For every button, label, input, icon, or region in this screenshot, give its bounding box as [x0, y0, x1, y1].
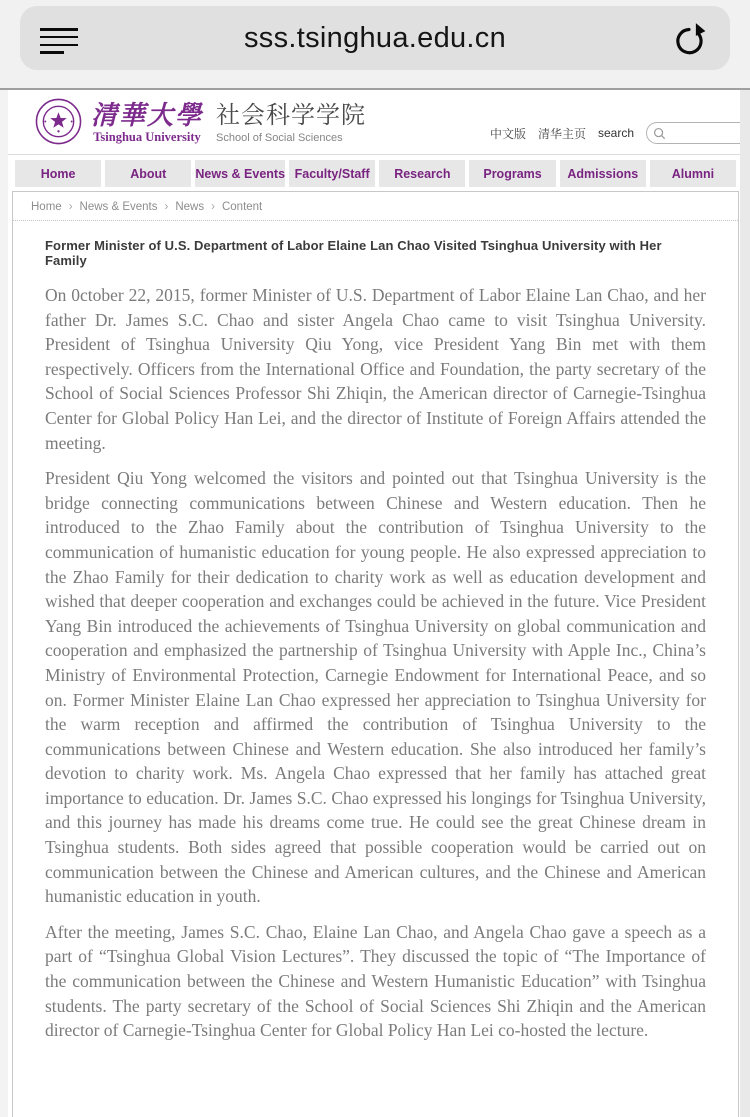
nav-item-research[interactable]: Research: [379, 160, 465, 187]
article-paragraph-2: President Qiu Yong welcomed the visitors and pointed out that Tsinghua University is the bridge connecting communications between Chinese and Western education. Then he introduced to the Zhao Family about the contribution of Tsinghua University to the communication of humanistic education for young people. He also expressed appreciation to the Zhao Family for their dedication to charity work as well as education development and wished that deeper cooperation and exchanges could be achieved in the future. Vice President Yang Bin introduced the achievements of Tsinghua University on global communication and cooperation and emphasized the partnership of Tsinghua University with Apple Inc., China’s Ministry of Environmental Protection, Carnegie Endowment for International Peace, and so on. Former Minister Elaine Lan Chao expressed her appreciation to Tsinghua University for the warm reception and affirmed the contribution of Tsinghua University to the communications between Chinese and Western education. She also introduced her family’s devotion to charity work. Ms. Angela Chao expressed that her family has attached great importance to education. Dr. James S.C. Chao expressed his longings for Tsinghua University, and this journey has made his dreams come true. He could see the great Chinese dream in Tsinghua students. Both sides agreed that possible cooperation would be carried out on communication between the Chinese and American cultures, and the Chinese and American humanistic education in youth.: [45, 468, 706, 907]
nav-item-about[interactable]: About: [105, 160, 191, 187]
article-title: Former Minister of U.S. Department of Labor Elaine Lan Chao Visited Tsinghua University with Her Family: [45, 238, 662, 268]
school-name-block: [216, 103, 366, 145]
breadcrumb-news[interactable]: News: [175, 201, 205, 213]
breadcrumb-separator: ›: [211, 201, 215, 213]
search-box[interactable]: [646, 122, 750, 144]
site-header: [8, 90, 750, 155]
tsinghua-seal-icon: [35, 98, 82, 145]
breadcrumb-separator: ›: [164, 201, 169, 213]
logo-chinese-script: 清華大學: [91, 101, 204, 130]
site-logo[interactable]: [35, 98, 366, 145]
webpage-viewport: [0, 88, 750, 1117]
browser-chrome: [0, 0, 750, 88]
article-paragraph-1: On 0ctober 22, 2015, former Minister of U.S. Department of Labor Elaine Lan Chao, and her father Dr. James S.C. Chao and sister Angela Chao came to visit Tsinghua University. President of Tsinghua University Qiu Yong, vice President Yang Bin met with them respectively. Officers from the International Office and Foundation, the party secretary of the School of Social Sciences Professor Shi Zhiqin, the American director of Carnegie-Tsinghua Center for Global Policy Han Lei, and the director of Institute of Foreign Affairs attended the meeting.: [45, 285, 706, 453]
logo-english-name: Tsinghua University: [93, 130, 201, 144]
nav-item-admissions[interactable]: Admissions: [560, 160, 646, 187]
nav-item-news-events[interactable]: News & Events: [195, 160, 285, 187]
chinese-version-link[interactable]: 中文版: [489, 126, 526, 141]
search-icon: [653, 127, 666, 140]
url-bar[interactable]: [20, 6, 730, 70]
nav-item-programs[interactable]: Programs: [469, 160, 555, 187]
school-name-english: School of Social Sciences: [216, 132, 343, 144]
article: [13, 221, 738, 1043]
breadcrumb-home[interactable]: Home: [31, 201, 62, 213]
school-name-chinese: 社会科学学院: [216, 102, 367, 129]
page-right-gutter: [740, 90, 750, 1117]
search-input[interactable]: [670, 127, 740, 139]
url-text[interactable]: sss.tsinghua.edu.cn: [243, 21, 507, 54]
nav-item-home[interactable]: Home: [15, 160, 101, 187]
search-label: search: [597, 126, 634, 140]
breadcrumb-separator: ›: [68, 201, 73, 213]
breadcrumb-news-events[interactable]: News & Events: [79, 201, 158, 213]
main-nav: [8, 155, 750, 191]
page-left-gutter: [0, 90, 8, 1117]
header-utility-links: [490, 122, 750, 144]
content-panel: [12, 191, 739, 1117]
tsinghua-home-link[interactable]: 清华主页: [537, 126, 586, 141]
breadcrumb-current-content: Content: [221, 201, 263, 213]
nav-item-faculty-staff[interactable]: Faculty/Staff: [289, 160, 375, 187]
nav-item-alumni[interactable]: Alumni: [650, 160, 736, 187]
refresh-icon[interactable]: [670, 20, 708, 58]
article-paragraph-3: After the meeting, James S.C. Chao, Elaine Lan Chao, and Angela Chao gave a speech as a part of “Tsinghua Global Vision Lectures”. They discussed the topic of “The Importance of the communication between the Chinese and Western Humanistic Education” with Tsinghua students. The party secretary of the School of Social Sciences Shi Zhiqin and the American director of Carnegie-Tsinghua Center for Global Policy Han Lei co-hosted the lecture.: [45, 921, 706, 1041]
logo-wordmark: [91, 102, 203, 145]
breadcrumb: [13, 192, 738, 221]
